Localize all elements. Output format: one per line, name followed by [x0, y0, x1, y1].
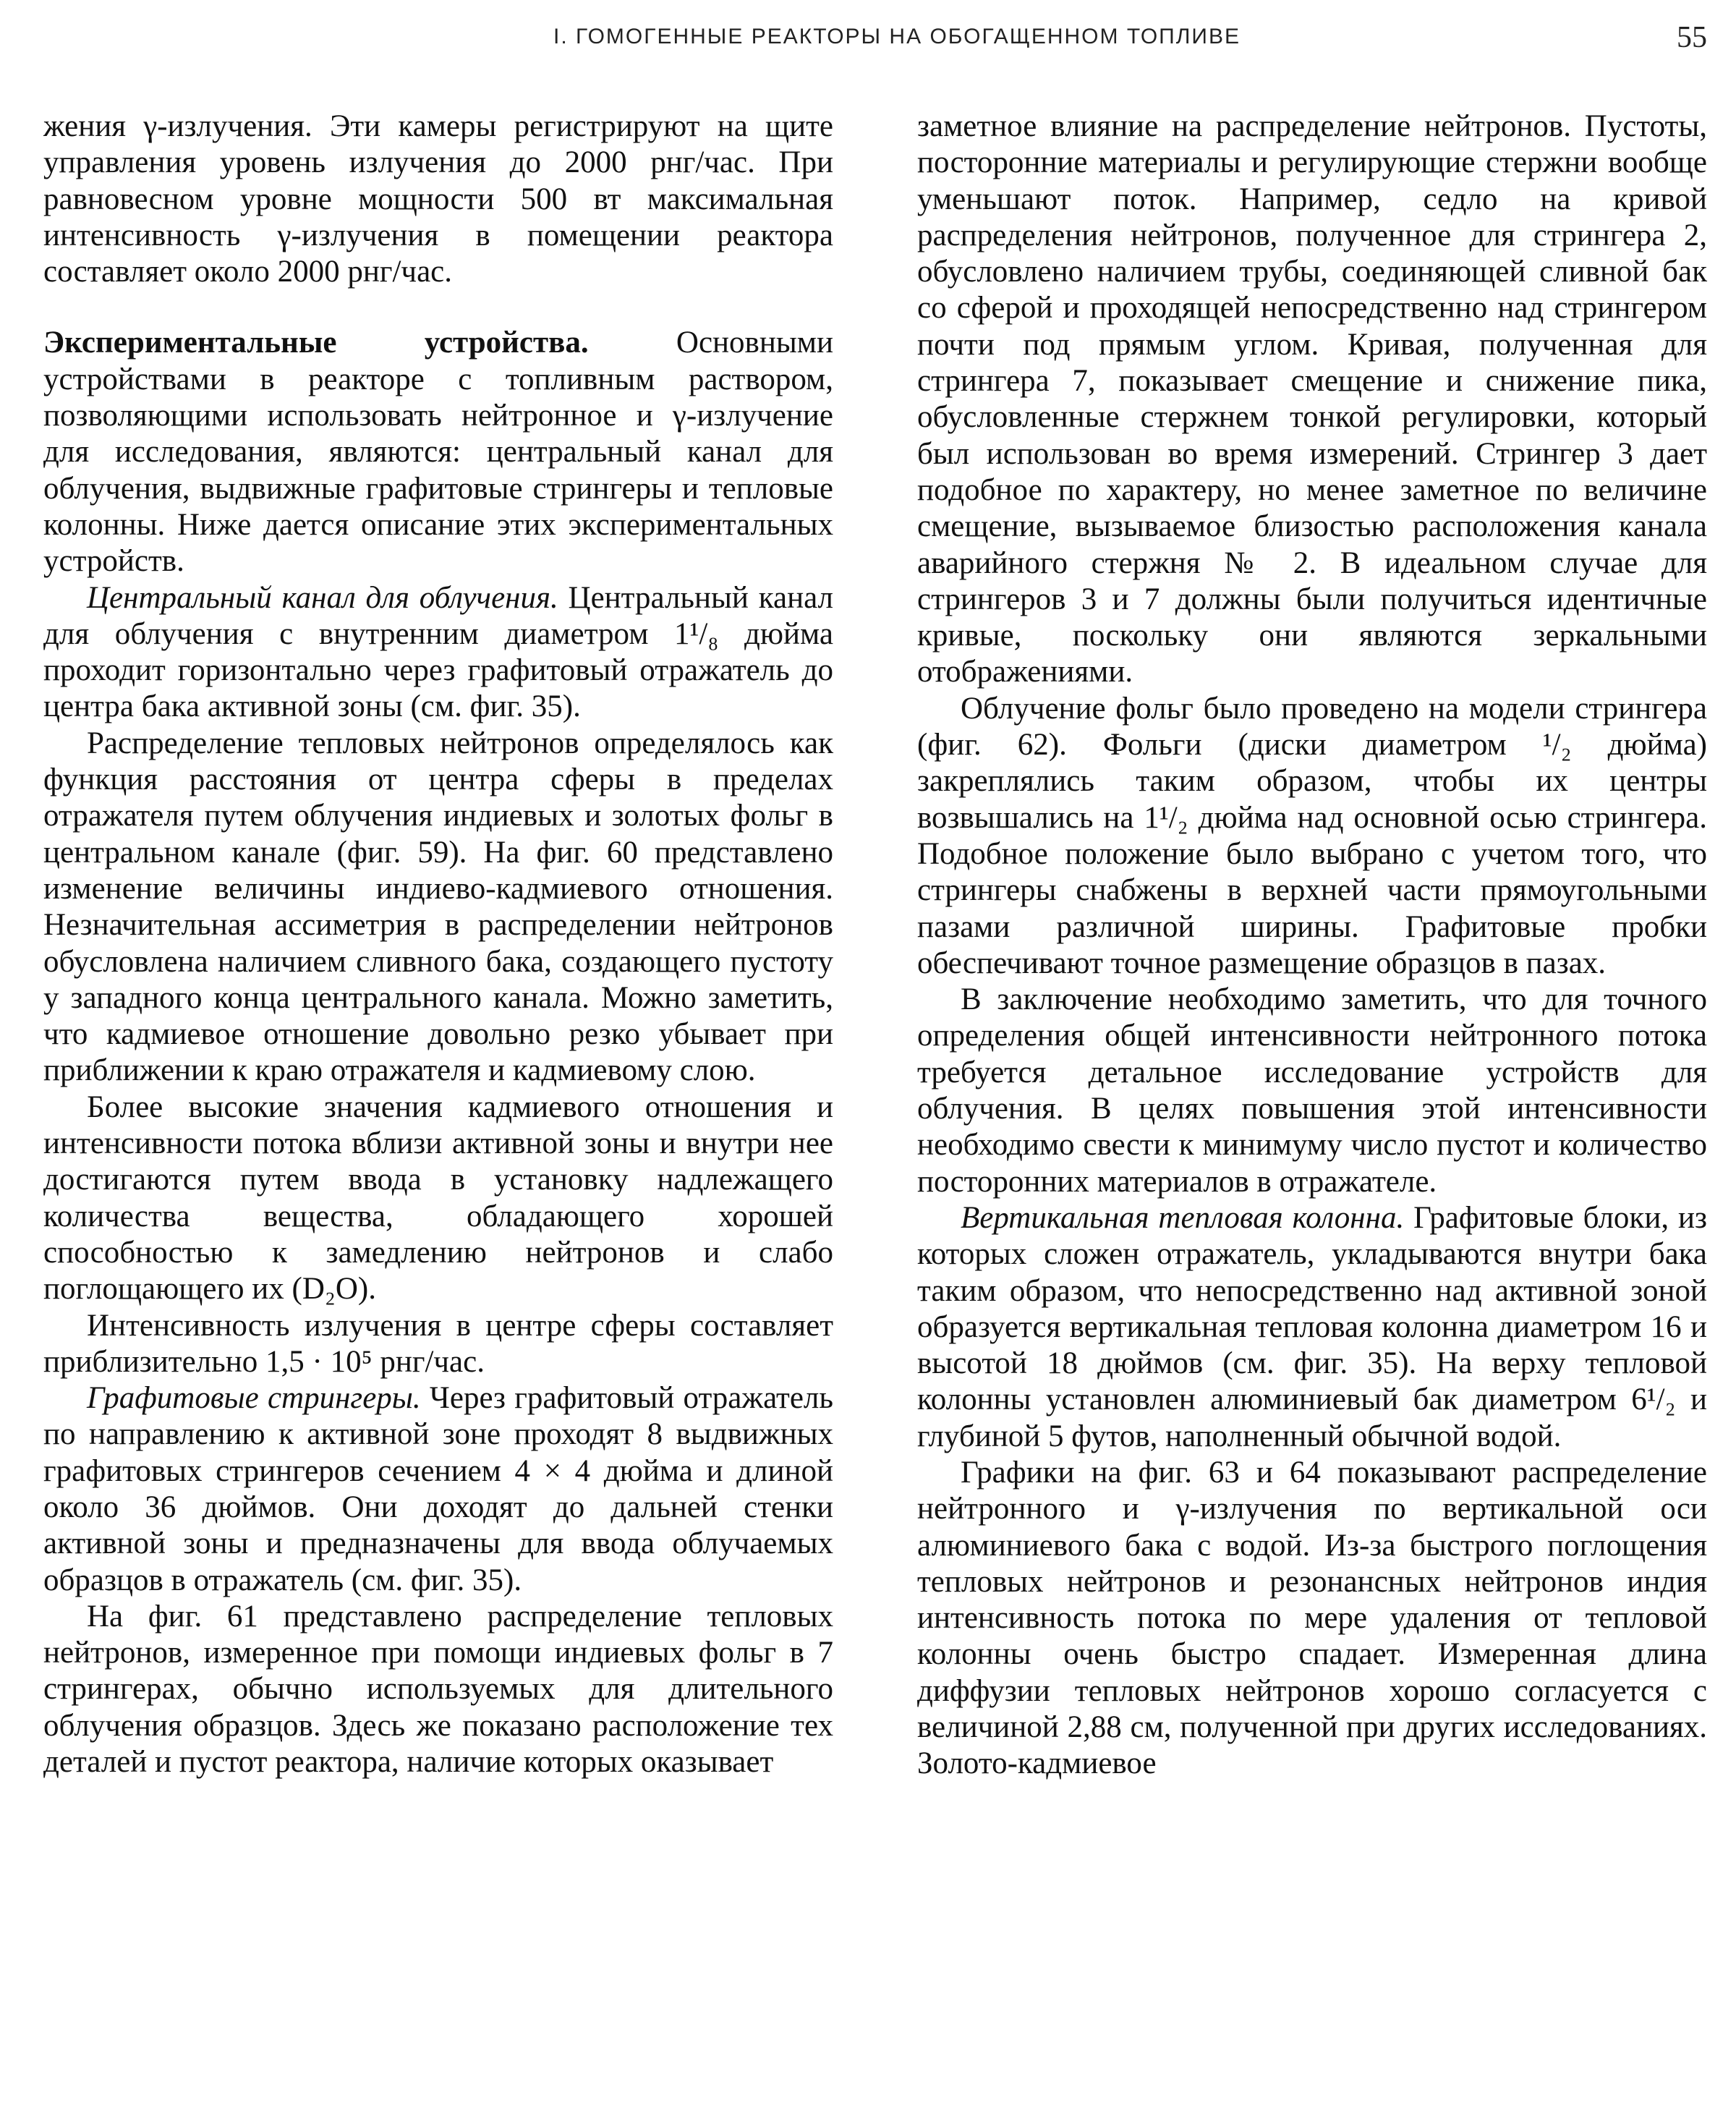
paragraph: Облучение фольг было проведено на модели стрингера (фиг. 62). Фольги (диски диаметром ¹/₂ дюйма) закреплялись таким образом, чтобы их центры возвышались на 1¹/₂ дюйма над основной осью стрингера. Подобное положение было выбрано с учетом того, что стрингеры снабжены в верхней части прямоугольными пазами различной ширины. Графитовые пробки обеспечивают точное размещение образцов в пазах.	[917, 691, 1707, 980]
paragraph: Интенсивность излучения в центре сферы составляет приблизительно 1,5 · 10⁵ рнг/час.	[43, 1308, 833, 1379]
paragraph: На фиг. 61 представлено распределение тепловых нейтронов, измеренное при помощи индиевых фольг в 7 стрингерах, обычно используемых для длительного облучения образцов. Здесь же показано расположение тех деталей и пустот реактора, наличие которых оказывает	[43, 1599, 833, 1780]
section-heading: Экспериментальные устройства.	[43, 326, 589, 360]
left-column	[43, 109, 833, 1780]
page-number: 55	[1677, 21, 1707, 54]
running-title: I. ГОМОГЕННЫЕ РЕАКТОРЫ НА ОБОГАЩЕННОМ ТОПЛИВЕ	[553, 25, 1241, 48]
paragraph-text: Центральный канал для облучения с внутренним диаметром 1¹/₈ дюйма проходит горизонтально через графитовый отражатель до центра бака активной зоны (см. фиг. 35).	[43, 580, 833, 724]
paragraph-graphite-stringers	[43, 1380, 833, 1599]
paragraph: Более высокие значения кадмиевого отношения и интенсивности потока вблизи активной зоны и внутри нее достигаются путем ввода в установку надлежащего количества вещества, обладающего хорошей способностью к замедлению нейтронов и слабо поглощающего их (D₂O).	[43, 1089, 833, 1307]
paragraph: Распределение тепловых нейтронов определялось как функция расстояния от центра сферы в пределах отражателя путем облучения индиевых и золотых фольг в центральном канале (фиг. 59). На фиг. 60 представлено изменение величины индиево-кадмиевого отношения. Незначительная ассиметрия в распределении нейтронов обусловлена наличием сливного бака, создающего пустоту у западного конца центрального канала. Можно заметить, что кадмиевое отношение довольно резко убывает при приближении к краю отражателя и кадмиевому слою.	[43, 726, 833, 1088]
paragraph-central-channel	[43, 580, 833, 726]
right-column	[917, 109, 1707, 1783]
paragraph: Графики на фиг. 63 и 64 показывают распределение нейтронного и γ-излучения по вертикальной оси алюминиевого бака с водой. Из-за быстрого поглощения тепловых нейтронов и резонансных нейтронов индия интенсивность потока по мере удаления от тепловой колонны очень быстро спадает. Измеренная длина диффузии тепловых нейтронов хорошо согласуется с величиной 2,88 см, полученной при других исследованиях. Золото-кадмиевое	[917, 1455, 1707, 1781]
paragraph-thermal-column	[917, 1200, 1707, 1455]
paragraph: заметное влияние на распределение нейтронов. Пустоты, посторонние материалы и регулирующие стержни вообще уменьшают поток. Например, седло на кривой распределения нейтронов, полученное для стрингера 2, обусловлено наличием трубы, соединяющей сливной бак со сферой и проходящей непосредственно над стрингером почти под прямым углом. Кривая, полученная для стрингера 7, показывает смещение и снижение пика, обусловленные стержнем тонкой регулировки, который был использован во время измерений. Стрингер 3 дает подобное по характеру, но менее заметное по величине смещение, вызываемое близостью расположения канала аварийного стержня № 2. В идеальном случае для стрингеров 3 и 7 должны были получиться идентичные кривые, поскольку они являются зеркальными отображениями.	[917, 109, 1707, 689]
subsection-heading: Графитовые стрингеры.	[87, 1381, 421, 1416]
subsection-heading: Вертикальная тепловая колонна.	[961, 1200, 1405, 1235]
paragraph: В заключение необходимо заметить, что для точного определения общей интенсивности нейтронного потока требуется детальное исследование устройств для облучения. В целях повышения этой интенсивности необходимо свести к минимуму число пустот и количество посторонних материалов в отражателе.	[917, 982, 1707, 1199]
paragraph-text: Графитовые блоки, из которых сложен отражатель, укладываются внутри бака таким образом, что непосредственно над активной зоной образуется вертикальная тепловая колонна диаметром 16 и высотой 18 дюймов (см. фиг. 35). На верху тепловой колонны установлен алюминиевый бак диаметром 6¹/₂ и глубиной 5 футов, наполненный обычной водой.	[917, 1200, 1707, 1453]
paragraph-text: Через графитовый отражатель по направлению к активной зоне проходят 8 выдвижных графитовых стрингеров сечением 4 × 4 дюйма и длиной около 36 дюймов. Они доходят до дальней стенки активной зоны и предназначены для ввода облучаемых образцов в отражатель (см. фиг. 35).	[43, 1381, 834, 1597]
paragraph: жения γ-излучения. Эти камеры регистрируют на щите управления уровень излучения до 2000 рнг/час. При равновесном уровне мощности 500 вт максимальная интенсивность γ-излучения в помещении реактора составляет около 2000 рнг/час.	[43, 109, 833, 289]
paragraph-text: Основными устройствами в реакторе с топливным раствором, позволяющими использовать нейтронное и γ-излучение для исследования, являются: центральный канал для облучения, выдвижные графитовые стрингеры и тепловые колонны. Ниже дается описание этих экспериментальных устройств.	[43, 326, 833, 579]
subsection-heading: Центральный канал для облучения.	[87, 580, 558, 615]
paragraph-experimental-devices	[43, 325, 833, 579]
